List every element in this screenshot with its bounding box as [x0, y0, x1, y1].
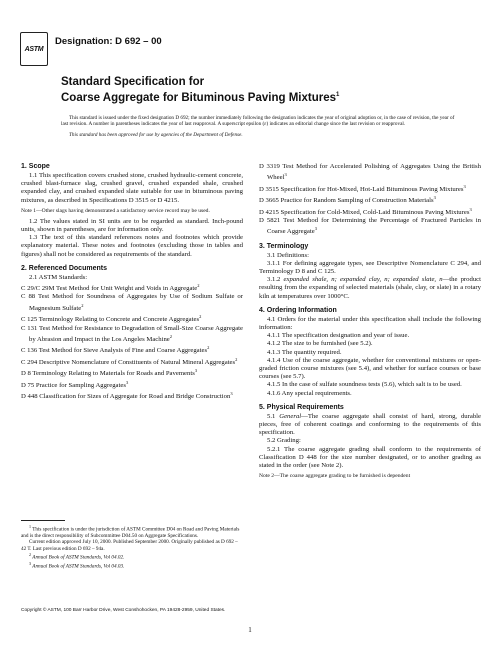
reference-item: D 8 Terminology Relating to Materials for Roads and Pavements$^3$: [21, 368, 198, 378]
note-2: Note 2—The coarse aggregate grading to be furnished is dependent: [259, 473, 411, 480]
section-heading-terminology: 3. Terminology: [259, 242, 309, 250]
issuance-text: This standard is issued under the fixed designation D 692; the number immediately following the designation indicates the year of original adoption or, in the case of revision, the year of last revision. A number in parentheses indicates the year of last reapproval. A superscript epsilon (ε) indicates an editorial change since the last revision or reapproval.: [61, 115, 455, 128]
section-heading-scope: 1. Scope: [21, 163, 50, 170]
footnote-1-edition: Current edition approved July 10, 2000. Published September 2000. Originally published as D 692 – 42 T. Last previous edition D 692 – 94a.: [21, 539, 238, 552]
reference-item: C 294 Descriptive Nomenclature of Constituents of Natural Mineral Aggregates$^2$: [21, 356, 238, 366]
reference-item: C 131 Test Method for Resistance to Degradation of Small-Size Coarse Aggregate by Abrasion and Impact in the Los Angeles Machine$^2$: [21, 324, 243, 343]
order-item: 4.1.4 Use of the coarse aggregate, whether for conventional mixtures or open-graded friction course mixtures (see 5.4), and whether for surface courses or base courses (see 5.7).: [259, 356, 481, 381]
reference-item: C 88 Test Method for Soundness of Aggregates by Use of Sodium Sulfate or Magnesium Sulfate$^2$: [21, 293, 243, 312]
reference-item: D 3319 Test Method for Accelerated Polishing of Aggregates Using the British Wheel$^3$: [259, 163, 481, 182]
footnote-3: $^3$ Annual Book of ASTM Standards, Vol 04.03.: [29, 560, 125, 570]
document-title: [61, 76, 461, 105]
note-1: Note 1—Other slags having demonstrated a satisfactory service record may be used.: [21, 207, 210, 214]
order-item: 4.1.6 Any special requirements.: [267, 389, 352, 397]
title-text: Coarse Aggregate for Bituminous Paving Mixtures: [61, 91, 336, 104]
left-column: [21, 163, 243, 401]
section-heading-ordering-information: 4. Ordering Information: [259, 306, 337, 314]
reference-item: D 75 Practice for Sampling Aggregates$^3$: [21, 379, 129, 389]
paragraph-5-2: 5.2 Grading:: [267, 437, 301, 445]
page-number: 1: [248, 626, 252, 634]
approval-text: This standard has been approved for use by agencies of the Department of Defense.: [69, 131, 243, 138]
reference-item: C 125 Terminology Relating to Concrete and Concrete Aggregates$^2$: [21, 314, 202, 324]
paragraph-3-1-1: 3.1.1 For defining aggregate types, see Descriptive Nomenclature C 294, and Terminology D 8 and C 125.: [259, 259, 481, 275]
paragraph-4-1: 4.1 Orders for the material under this specification shall include the following information:: [259, 315, 481, 332]
section-heading-referenced-documents: 2. Referenced Documents: [21, 264, 107, 272]
reference-item: D 448 Classification for Sizes of Aggregate for Road and Bridge Construction$^3$: [21, 390, 233, 401]
paragraph-1-3: 1.3 The text of this standard references notes and footnotes which provide explanatory material. These notes and footnotes (excluding those in tables and figures) shall not be considered as requirements of the standard.: [21, 234, 243, 258]
footnote-rule: [21, 520, 65, 521]
reference-item: C 29/C 29M Test Method for Unit Weight and Voids in Aggregate$^2$: [21, 283, 200, 293]
paragraph-2-1: 2.1 ASTM Standards:: [29, 273, 88, 281]
reference-item: D 3665 Practice for Random Sampling of Construction Materials$^3$: [259, 195, 436, 205]
copyright-line: Copyright © ASTM, 100 Barr Harbor Drive, West Conshohocken, PA 19428-2959, United States.: [21, 608, 226, 613]
paragraph-1-1: 1.1 This specification covers crushed stone, crushed hydraulic-cement concrete, crushed blast-furnace slag, crushed gravel, crushed expanded shale, crushed expanded clay, and crushed expanded slate suitable for use in bituminous paving mixtures, as described in Specifications D 3515 or D 4215.: [21, 172, 243, 204]
footnotes: [21, 524, 243, 570]
footnote-1: $^1$ This specification is under the jurisdiction of ASTM Committee D04 on Road and Paving Materials and is the direct responsibility of Subcommittee D04.50 on Aggregate Specifications.: [21, 524, 240, 540]
reference-item: D 3515 Specification for Hot-Mixed, Hot-Laid Bituminous Paving Mixtures$^3$: [259, 183, 466, 193]
order-item: 4.1.3 The quantity required.: [267, 348, 342, 356]
paragraph-5-2-1: 5.2.1 The coarse aggregate grading shall conform to the requirements of Classification D 448 for the size number designated, or to another grading as stated in the order (see Note 2).: [259, 445, 481, 470]
section-heading-physical-requirements: 5. Physical Requirements: [259, 403, 344, 411]
issuance-notice: [61, 115, 461, 142]
paragraph-3-1: 3.1 Definitions:: [267, 251, 309, 259]
order-item: 4.1.5 In the case of sulfate soundness tests (5.6), which salt is to be used.: [267, 381, 462, 389]
right-column: [259, 163, 481, 483]
order-item: 4.1.1 The specification designation and year of issue.: [267, 332, 410, 340]
order-item: 4.1.2 The size to be furnished (see 5.2).: [267, 340, 373, 348]
title-line-2: [61, 89, 461, 105]
reference-item: D 5821 Test Method for Determining the Percentage of Fractured Particles in Coarse Aggregate$^3$: [259, 216, 481, 236]
paragraph-3-1-2: 3.1.2 expanded shale, n; expanded clay, n; expanded slate, n—the product resulting from the expanding of selected materials (shale, clay, or slate) in a rotary kiln at temperatures over 1000°C.: [259, 276, 482, 300]
astm-logo: [20, 32, 48, 66]
astm-logo-text: ASTM: [24, 45, 44, 53]
paragraph-1-2: 1.2 The values stated in SI units are to be regarded as standard. Inch-pound units, shown in parentheses, are for information only.: [21, 217, 243, 234]
title-footnote-mark: 1: [335, 92, 340, 98]
designation: Designation: D 692 – 00: [55, 36, 162, 47]
reference-item: C 136 Test Method for Sieve Analysis of Fine and Coarse Aggregates$^2$: [21, 345, 210, 355]
paragraph-5-1: 5.1 General—The coarse aggregate shall consist of hard, strong, durable pieces, free of coherent coatings and conforming to the requirements of this specification.: [259, 412, 482, 437]
reference-item: D 4215 Specification for Cold-Mixed, Cold-Laid Bituminous Paving Mixtures$^3$: [259, 206, 472, 216]
footnote-2: $^2$ Annual Book of ASTM Standards, Vol 04.02.: [29, 551, 125, 561]
title-line-1: Standard Specification for: [61, 76, 205, 88]
